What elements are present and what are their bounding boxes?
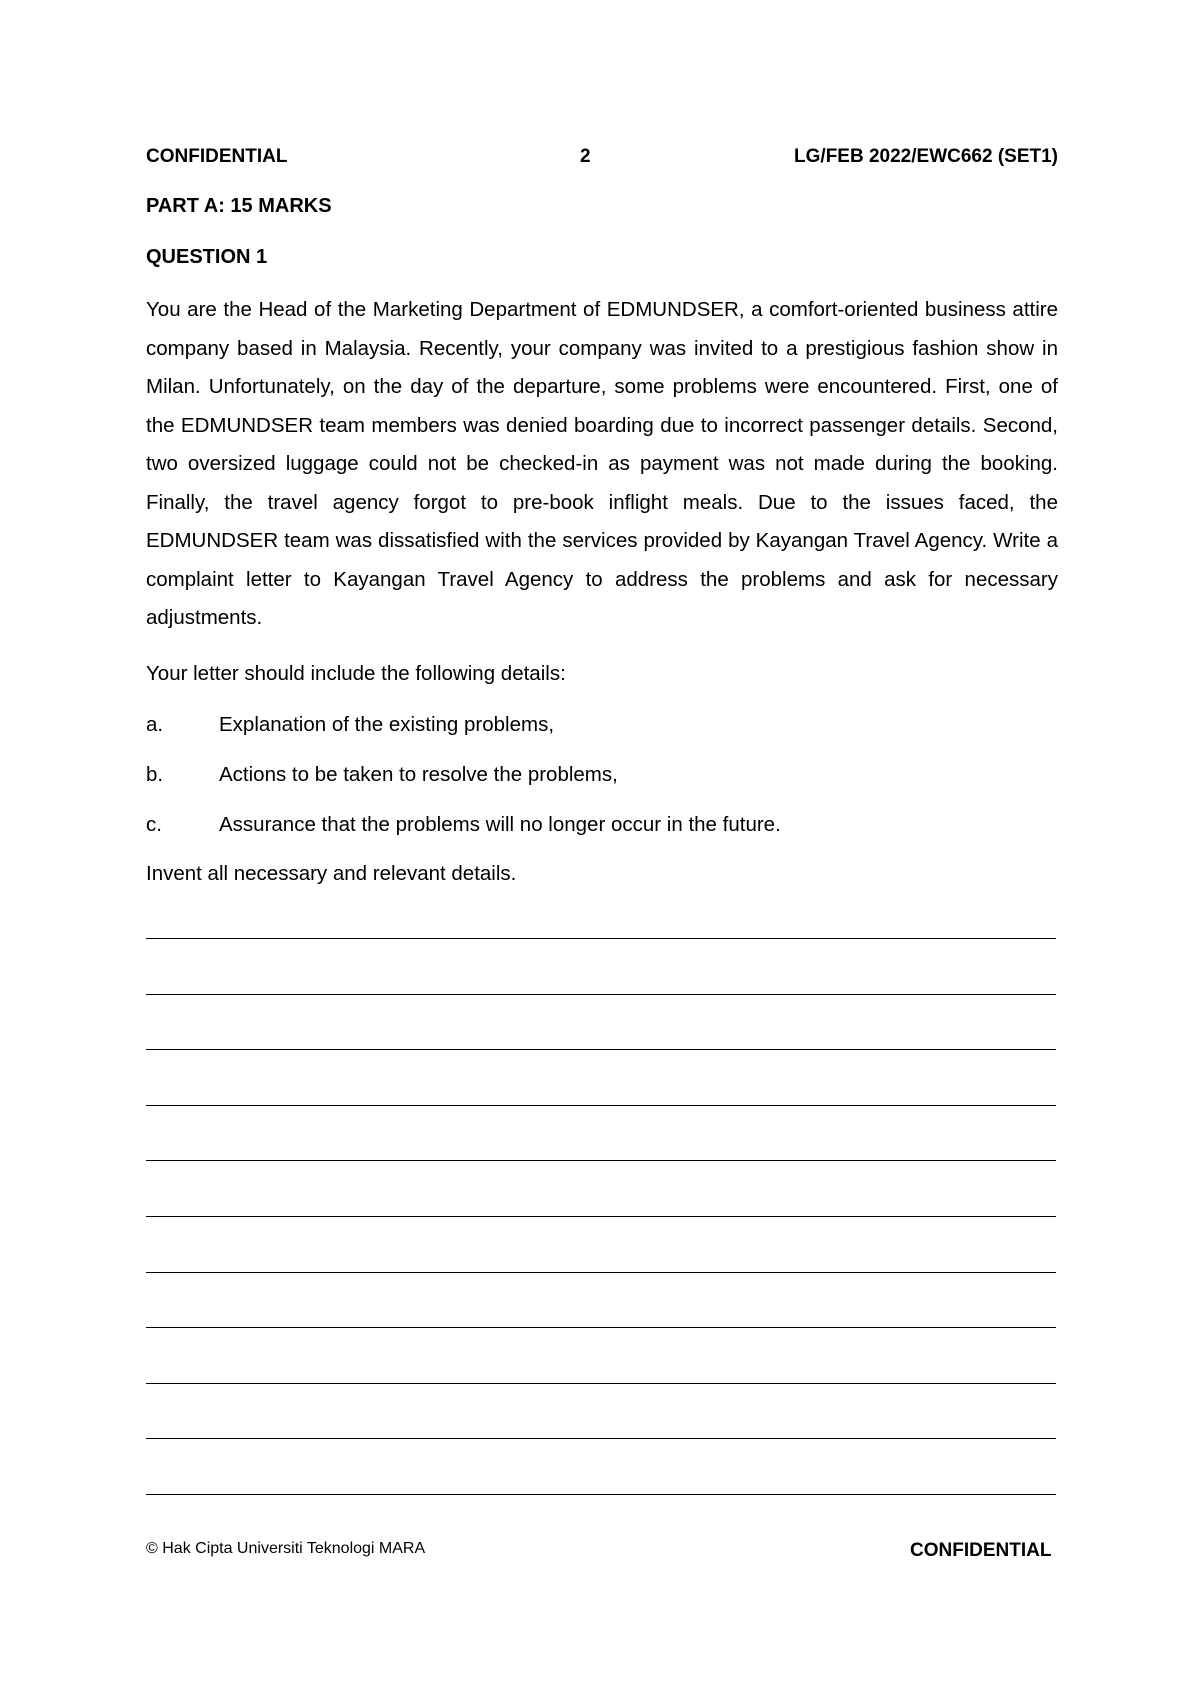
detail-item-text: Actions to be taken to resolve the problems, <box>219 763 618 786</box>
detail-item <box>146 813 1058 841</box>
part-title: PART A: 15 MARKS <box>146 195 332 217</box>
answer-line <box>146 1327 1056 1328</box>
instruction-text: Invent all necessary and relevant details. <box>146 862 517 885</box>
answer-line <box>146 1216 1056 1217</box>
page-header <box>146 146 1058 172</box>
answer-line <box>146 1160 1056 1161</box>
answer-line <box>146 1049 1056 1050</box>
detail-item-letter: a. <box>146 713 164 736</box>
detail-item <box>146 763 1058 791</box>
answer-line <box>146 1438 1056 1439</box>
detail-item-letter: c. <box>146 813 162 836</box>
copyright-notice: © Hak Cipta Universiti Teknologi MARA <box>146 1540 426 1557</box>
question-title: QUESTION 1 <box>146 246 268 268</box>
answer-line <box>146 938 1056 939</box>
details-intro: Your letter should include the following details: <box>146 662 566 685</box>
detail-item <box>146 713 1058 741</box>
answer-line <box>146 1272 1056 1273</box>
page-number: 2 <box>580 146 591 167</box>
header-confidential-label: CONFIDENTIAL <box>146 146 288 167</box>
answer-line <box>146 1105 1056 1106</box>
answer-line <box>146 1383 1056 1384</box>
answer-line <box>146 994 1056 995</box>
detail-item-text: Assurance that the problems will no longer occur in the future. <box>219 813 781 836</box>
answer-line <box>146 1494 1056 1495</box>
question-paragraph: You are the Head of the Marketing Department of EDMUNDSER, a comfort-oriented business attire company based in Malaysia. Recently, your company was invited to a prestigious fashion show in Milan. Unfortunately, on the day of the departure, some problems were encountered. First, one of the EDMUNDSER team members was denied boarding due to incorrect passenger details. Second, two oversized luggage could not be checked-in as payment was not made during the booking. Finally, the travel agency forgot to pre-book inflight meals. Due to the issues faced, the EDMUNDSER team was dissatisfied with the services provided by Kayangan Travel Agency. Write a complaint letter to Kayangan Travel Agency to address the problems and ask for necessary adjustments. <box>146 298 1058 629</box>
footer-confidential-label: CONFIDENTIAL <box>910 1540 1052 1561</box>
detail-item-text: Explanation of the existing problems, <box>219 713 555 736</box>
exam-code: LG/FEB 2022/EWC662 (SET1) <box>794 146 1058 167</box>
detail-item-letter: b. <box>146 763 164 786</box>
